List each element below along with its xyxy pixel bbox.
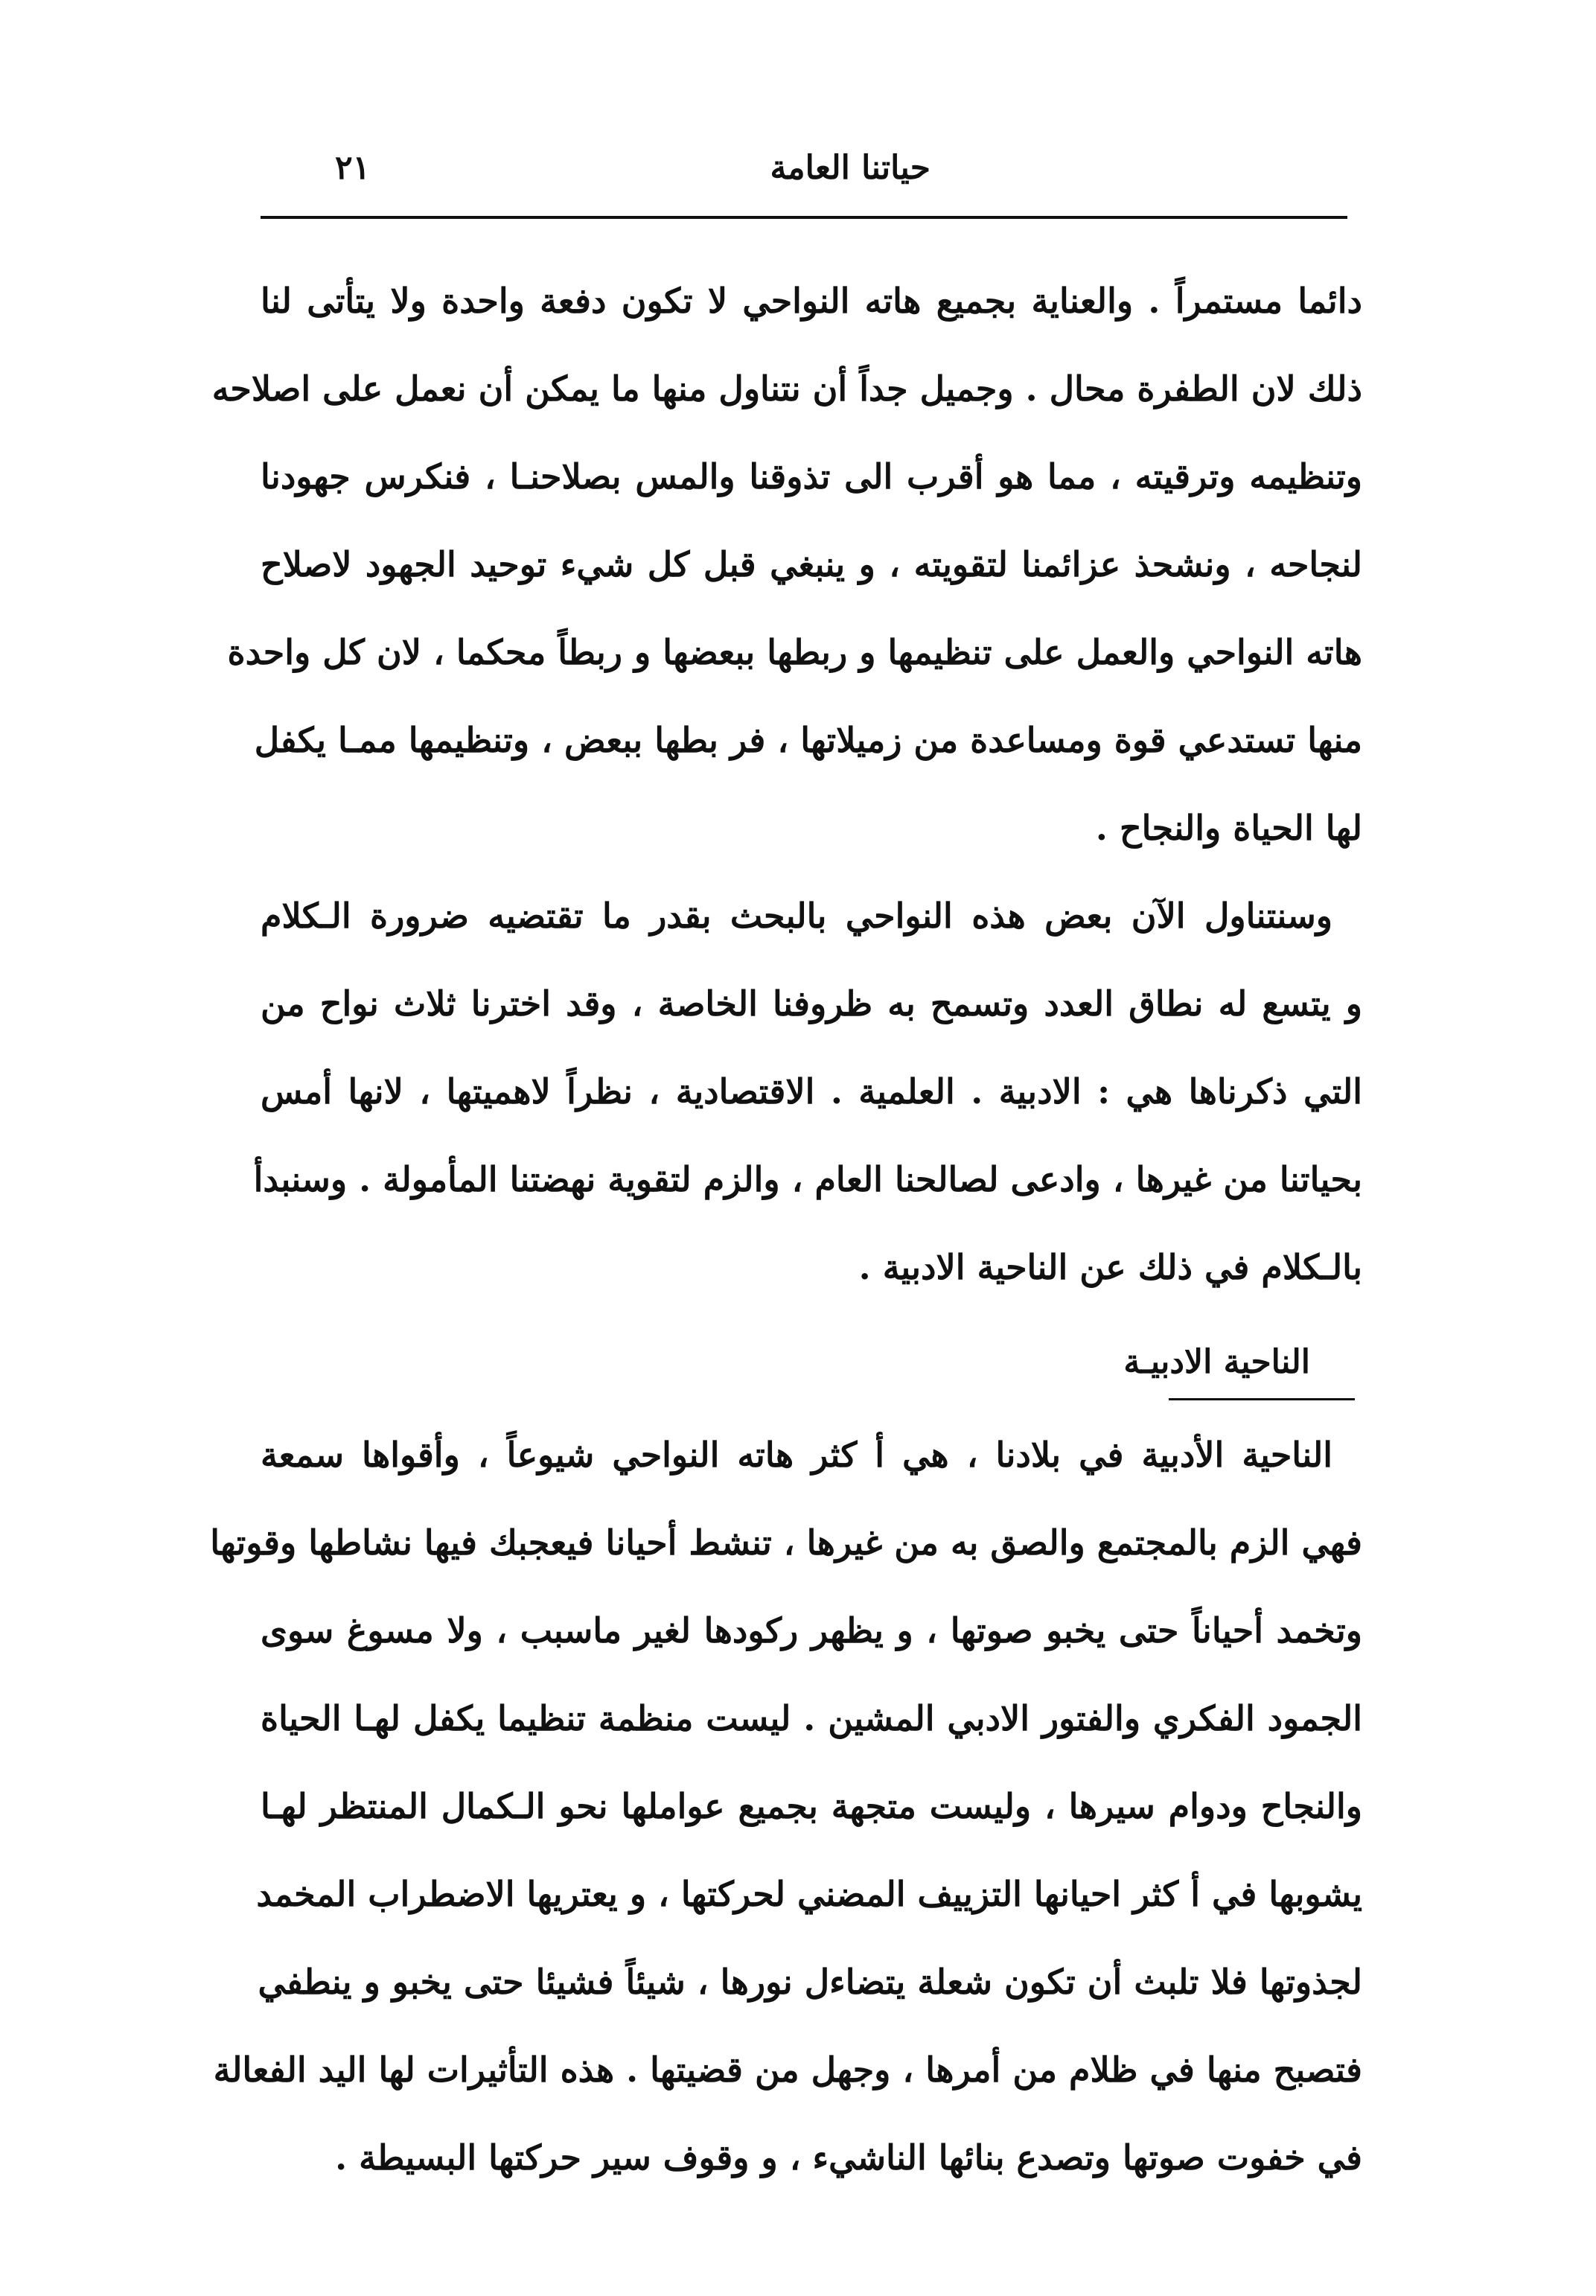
text-line: فتصبح منها في ظلام من أمرها ، وجهل من قضيتها . هذه التأثيرات لها اليد الفعالة (213, 2050, 1362, 2090)
header-rule (261, 216, 1347, 219)
text-line: منها تستدعي قوة ومساعدة من زميلاتها ، فر بطها ببعض ، وتنظيمها ممـا يكفل (254, 720, 1362, 760)
paragraph-2 (253, 872, 1362, 1311)
text-line: يشوبها في أ كثر احيانها التزييف المضني لحركتها ، و يعتريها الاضطراب المخمد (256, 1874, 1362, 1914)
text-line: التي ذكرناها هي : الادبية . العلمية . الاقتصادية ، نظراً لاهميتها ، لانها أمس (261, 1071, 1362, 1112)
page-number: ٢١ (335, 149, 371, 187)
text-line: ذلك لان الطفرة محال . وجميل جداً أن نتناول منها ما يمكن أن نعمل على اصلاحه (211, 369, 1362, 409)
text-line: والنجاح ودوام سيرها ، وليست متجهة بجميع عواملها نحو الـكمال المنتظر لهـا (261, 1786, 1362, 1826)
section-gap (261, 1311, 1362, 1321)
section-heading (261, 1321, 1362, 1411)
book-page (210, 134, 1362, 2248)
text-line: و يتسع له نطاق العدد وتسمح به ظروفنا الخاصة ، وقد اخترنا ثلاث نواح من (261, 983, 1362, 1024)
text-line: وتنظيمه وترقيته ، مما هو أقرب الى تذوقنا والمس بصلاحنـا ، فنكرس جهودنا (261, 456, 1362, 497)
running-title: حياتنا العامة (770, 149, 931, 187)
text-line: دائما مستمراً . والعناية بجميع هاته النواحي لا تكون دفعة واحدة ولا يتأتى لنا (261, 281, 1362, 321)
text-line: بحياتنا من غيرها ، وادعى لصالحنا العام ، والزم لتقوية نهضتنا المأمولة . وسنبدأ (253, 1159, 1362, 1199)
heading-underline (1169, 1398, 1355, 1400)
paragraph-3 (210, 1411, 1362, 2201)
text-line: وتخمد أحياناً حتى يخبو صوتها ، و يظهر ركودها لغير ماسبب ، ولا مسوغ سوى (261, 1610, 1362, 1651)
text-line: في خفوت صوتها وتصدع بنائها الناشيء ، و وقوف سير حركتها البسيطة . (335, 2137, 1362, 2178)
section-heading-text: الناحية الادبيـة (1123, 1343, 1310, 1381)
body-text (210, 257, 1362, 2201)
text-line: بالـكلام في ذلك عن الناحية الادبية . (858, 1247, 1362, 1287)
text-line: الناحية الأدبية في بلادنا ، هي أ كثر هاته النواحي شيوعاً ، وأقواها سمعة (261, 1435, 1332, 1475)
text-line: لجذوتها فلا تلبث أن تكون شعلة يتضاءل نورها ، شيئاً فشيئا حتى يخبو و ينطفي (258, 1962, 1362, 2002)
text-line: الجمود الفكري والفتور الادبي المشين . ليست منظمة تنظيما يكفل لهـا الحياة (261, 1698, 1362, 1738)
text-line: فهي الزم بالمجتمع والصق به من غيرها ، تنشط أحيانا فيعجبك فيها نشاطها وقوتها (210, 1522, 1362, 1563)
text-line: هاته النواحي والعمل على تنظيمها و ربطها ببعضها و ربطاً محكما ، لان كل واحدة (227, 632, 1362, 672)
running-header (246, 149, 1362, 201)
text-line: لها الحياة والنجاح . (1095, 808, 1362, 848)
text-line: لنجاحه ، ونشحذ عزائمنا لتقويته ، و ينبغي قبل كل شيء توحيد الجهود لاصلاح (261, 544, 1362, 584)
text-line: وسنتناول الآن بعض هذه النواحي بالبحث بقدر ما تقتضيه ضرورة الـكلام (261, 896, 1332, 936)
paragraph-1 (211, 257, 1362, 872)
